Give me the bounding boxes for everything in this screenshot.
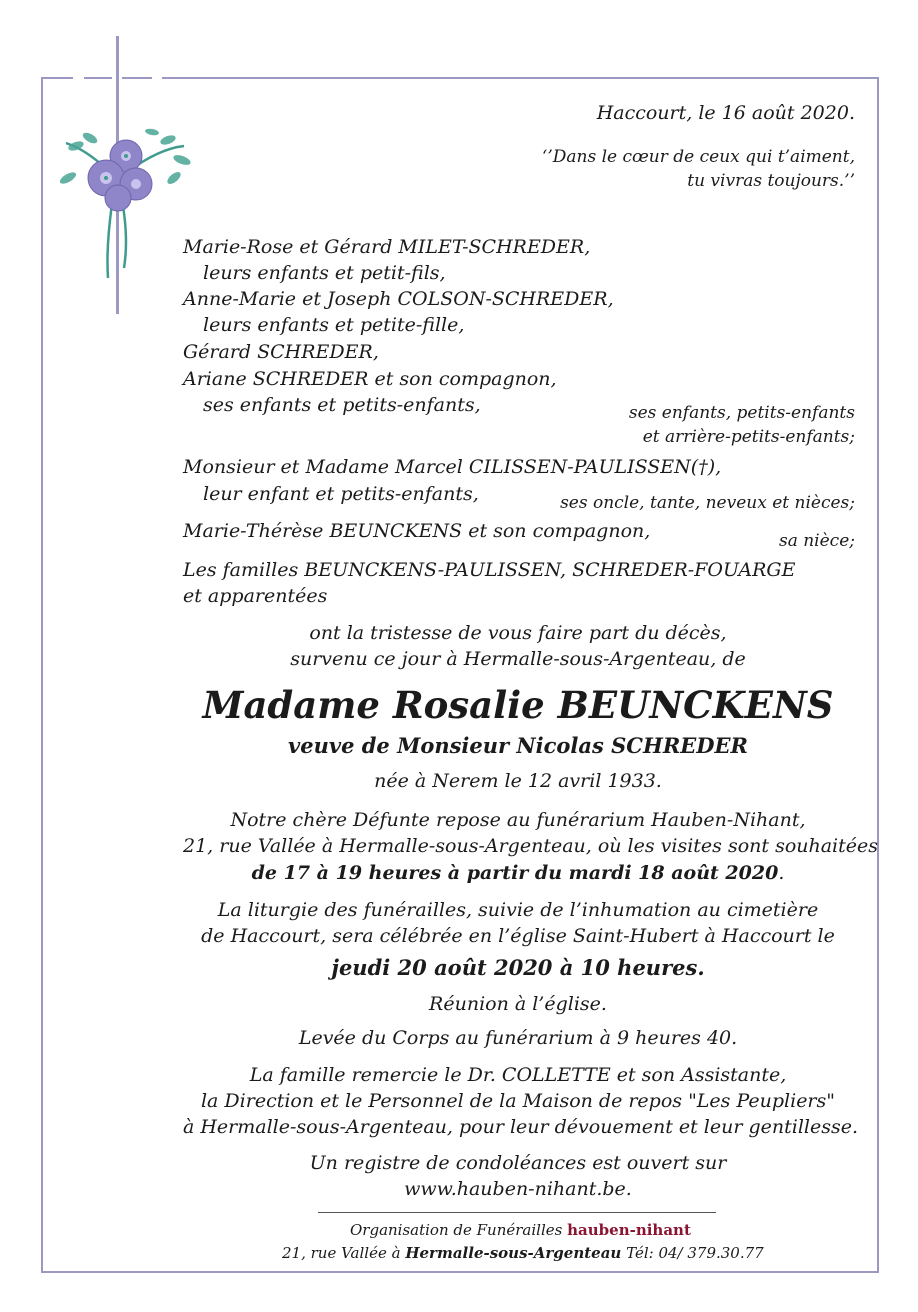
- family-line: leurs enfants et petite-fille,: [203, 314, 465, 336]
- relation-line: sa nièce;: [778, 531, 855, 551]
- footer-org-label: Organisation de Funérailles: [350, 1221, 563, 1239]
- repose-line-2: 21, rue Vallée à Hermalle-sous-Argenteau, où les visites sont souhaitées: [183, 835, 879, 857]
- funeral-date: jeudi 20 août 2020 à 10 heures.: [331, 955, 705, 980]
- border-dash: [122, 77, 152, 79]
- footer-divider: [318, 1212, 716, 1213]
- footer-address-prefix: 21, rue Vallée à: [282, 1244, 401, 1262]
- deceased-name: Madame Rosalie BEUNCKENS: [202, 683, 834, 727]
- quote-line-1: ‘’Dans le cœur de ceux qui t’aiment,: [541, 147, 855, 167]
- family-line: Anne-Marie et Joseph COLSON-SCHREDER,: [183, 288, 614, 310]
- register-url: www.hauben-nihant.be.: [404, 1178, 632, 1200]
- flower-bouquet-icon: [56, 118, 206, 288]
- thanks-line-2: la Direction et le Personnel de la Maison de repos "Les Peupliers": [200, 1090, 836, 1112]
- liturgy-line-2: de Haccourt, sera célébrée en l’église Saint-Hubert à Haccourt le: [201, 925, 835, 947]
- family-line: Marie-Thérèse BEUNCKENS et son compagnon,: [183, 520, 651, 542]
- family-line: Gérard SCHREDER,: [183, 341, 379, 363]
- footer-address-town: Hermalle-sous-Argenteau: [405, 1244, 622, 1262]
- brand-logo: hauben-nihant: [567, 1221, 691, 1239]
- family-line: Les familles BEUNCKENS-PAULISSEN, SCHREDER-FOUARGE: [183, 559, 796, 581]
- liturgy-line-1: La liturgie des funérailles, suivie de l’inhumation au cimetière: [217, 899, 819, 921]
- family-line: et apparentées: [183, 585, 328, 607]
- deceased-birth: née à Nerem le 12 avril 1933.: [374, 770, 662, 792]
- deceased-spouse: veuve de Monsieur Nicolas SCHREDER: [288, 733, 748, 758]
- family-line: leurs enfants et petit-fils,: [203, 262, 446, 284]
- thanks-line-3: à Hermalle-sous-Argenteau, pour leur dévouement et leur gentillesse.: [183, 1116, 859, 1138]
- visits-period: .: [778, 862, 785, 884]
- levee-line: Levée du Corps au funérarium à 9 heures 40.: [298, 1027, 738, 1049]
- quote-line-2: tu vivras toujours.’’: [687, 171, 855, 191]
- announcement-line-2: survenu ce jour à Hermalle-sous-Argenteau, de: [290, 648, 746, 670]
- relation-line: et arrière-petits-enfants;: [642, 427, 855, 447]
- footer-org: [350, 1220, 691, 1240]
- place-date: Haccourt, le 16 août 2020.: [596, 102, 855, 124]
- family-line: leur enfant et petits-enfants,: [203, 483, 479, 505]
- repose-line-1: Notre chère Défunte repose au funérarium Hauben-Nihant,: [230, 809, 806, 831]
- thanks-line-1: La famille remercie le Dr. COLLETTE et son Assistante,: [249, 1064, 787, 1086]
- relation-line: ses enfants, petits-enfants: [628, 403, 855, 423]
- family-line: Marie-Rose et Gérard MILET-SCHREDER,: [183, 236, 591, 258]
- family-line: Monsieur et Madame Marcel CILISSEN-PAULISSEN(†),: [183, 456, 722, 478]
- border-dash: [84, 77, 112, 79]
- border-dash: [41, 77, 73, 79]
- register-line: Un registre de condoléances est ouvert sur: [309, 1152, 727, 1174]
- visits-time: [183, 860, 853, 886]
- footer-address: [282, 1243, 764, 1263]
- visits-time-bold: de 17 à 19 heures à partir du mardi 18 août 2020: [251, 862, 779, 884]
- footer-phone: Tél: 04/ 379.30.77: [626, 1244, 764, 1262]
- family-line: Ariane SCHREDER et son compagnon,: [183, 368, 557, 390]
- family-line: ses enfants et petits-enfants,: [203, 394, 481, 416]
- relation-line: ses oncle, tante, neveux et nièces;: [560, 493, 855, 513]
- announcement-line-1: ont la tristesse de vous faire part du décès,: [309, 622, 727, 644]
- meeting-line: Réunion à l’église.: [429, 993, 607, 1015]
